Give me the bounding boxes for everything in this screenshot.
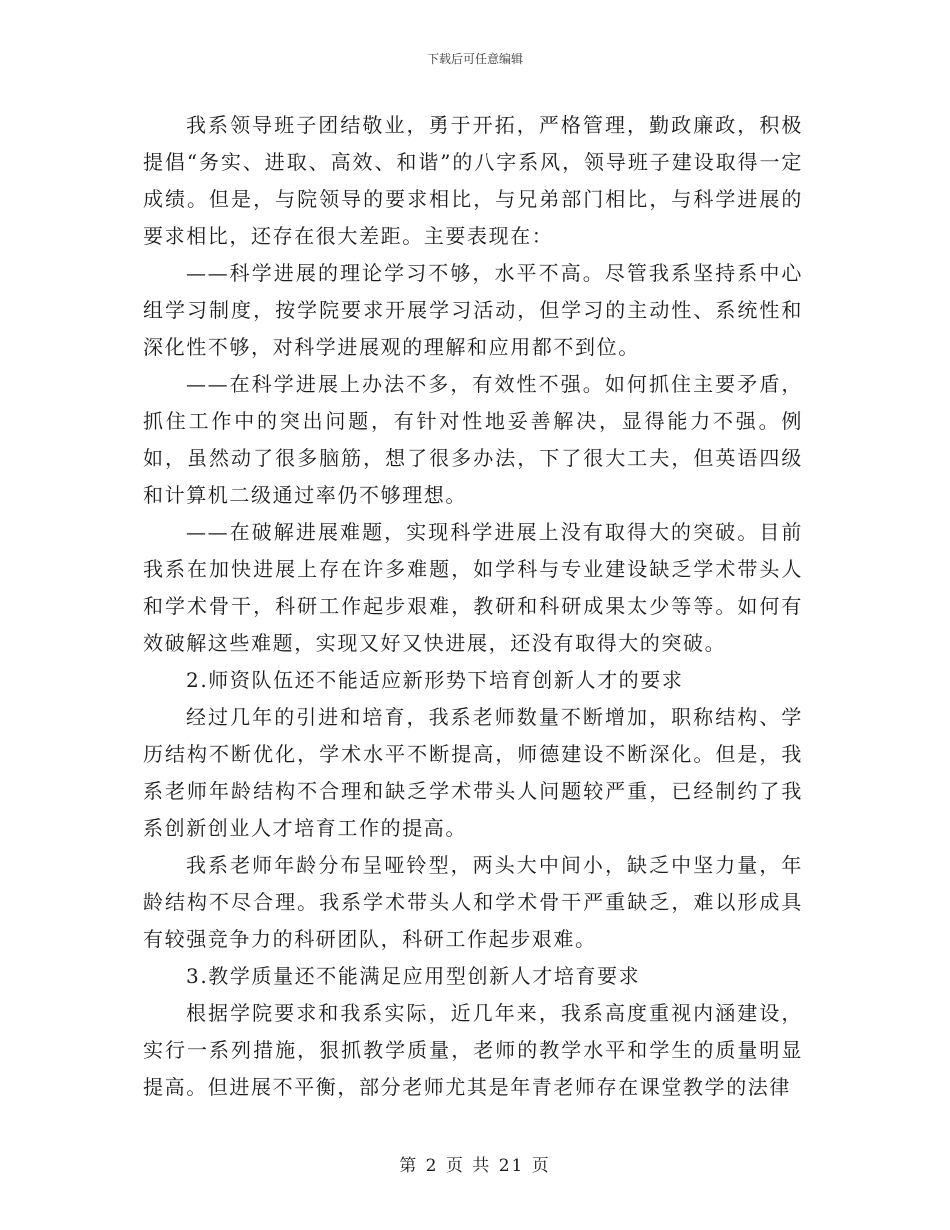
paragraph-leadership-intro: 我系领导班子团结敬业，勇于开拓，严格管理，勤政廉政，积极提倡“务实、进取、高效、和谐”的八字系风，领导班子建设取得一定成绩。但是，与院领导的要求相比，与兄弟部门相比，与科学进展的要求相比，还存在很大差距。主要表现在： [143, 113, 803, 248]
page-header: 下载后可任意编辑 [426, 52, 523, 66]
section-heading-faculty: 2.师资队伍还不能适应新形势下培育创新人才的要求 [186, 668, 684, 692]
document-body [143, 107, 803, 1106]
paragraph-theory-study: ——科学进展的理论学习不够，水平不高。尽管我系坚持系中心组学习制度，按学院要求开展学习活动，但学习的主动性、系统性和深化性不够，对科学进展观的理解和应用都不到位。 [143, 261, 803, 359]
paragraph-methods: ——在科学进展上办法不多，有效性不强。如何抓住主要矛盾，抓住工作中的突出问题，有针对性地妥善解决，显得能力不强。例如，虽然动了很多脑筋，想了很多办法，下了很大工夫，但英语四级和计算机二级通过率仍不够理想。 [143, 372, 803, 507]
page-footer: 第 2 页 共 21 页 [399, 1156, 551, 1176]
paragraph-faculty-growth: 经过几年的引进和培育，我系老师数量不断增加，职称结构、学历结构不断优化，学术水平不断提高，师德建设不断深化。但是，我系老师年龄结构不合理和缺乏学术带头人问题较严重，已经制约了我系创新创业人才培育工作的提高。 [143, 705, 803, 840]
paragraph-teaching-quality: 根据学院要求和我系实际，近几年来，我系高度重视内涵建设，实行一系列措施，狠抓教学质量，老师的教学水平和学生的质量明显提高。但进展不平衡，部分老师尤其是年青老师存在课堂教学的法律 [143, 1001, 803, 1099]
paragraph-breakthrough: ——在破解进展难题，实现科学进展上没有取得大的突破。目前我系在加快进展上存在许多难题，如学科与专业建设缺乏学术带头人和学术骨干，科研工作起步艰难，教研和科研成果太少等等。如何有效破解这些难题，实现又好又快进展，还没有取得大的突破。 [143, 520, 803, 655]
section-heading-teaching-quality: 3.教学质量还不能满足应用型创新人才培育要求 [186, 964, 641, 988]
paragraph-age-structure: 我系老师年龄分布呈哑铃型，两头大中间小，缺乏中坚力量，年龄结构不尽合理。我系学术带头人和学术骨干严重缺乏，难以形成具有较强竞争力的科研团队，科研工作起步艰难。 [143, 853, 803, 951]
